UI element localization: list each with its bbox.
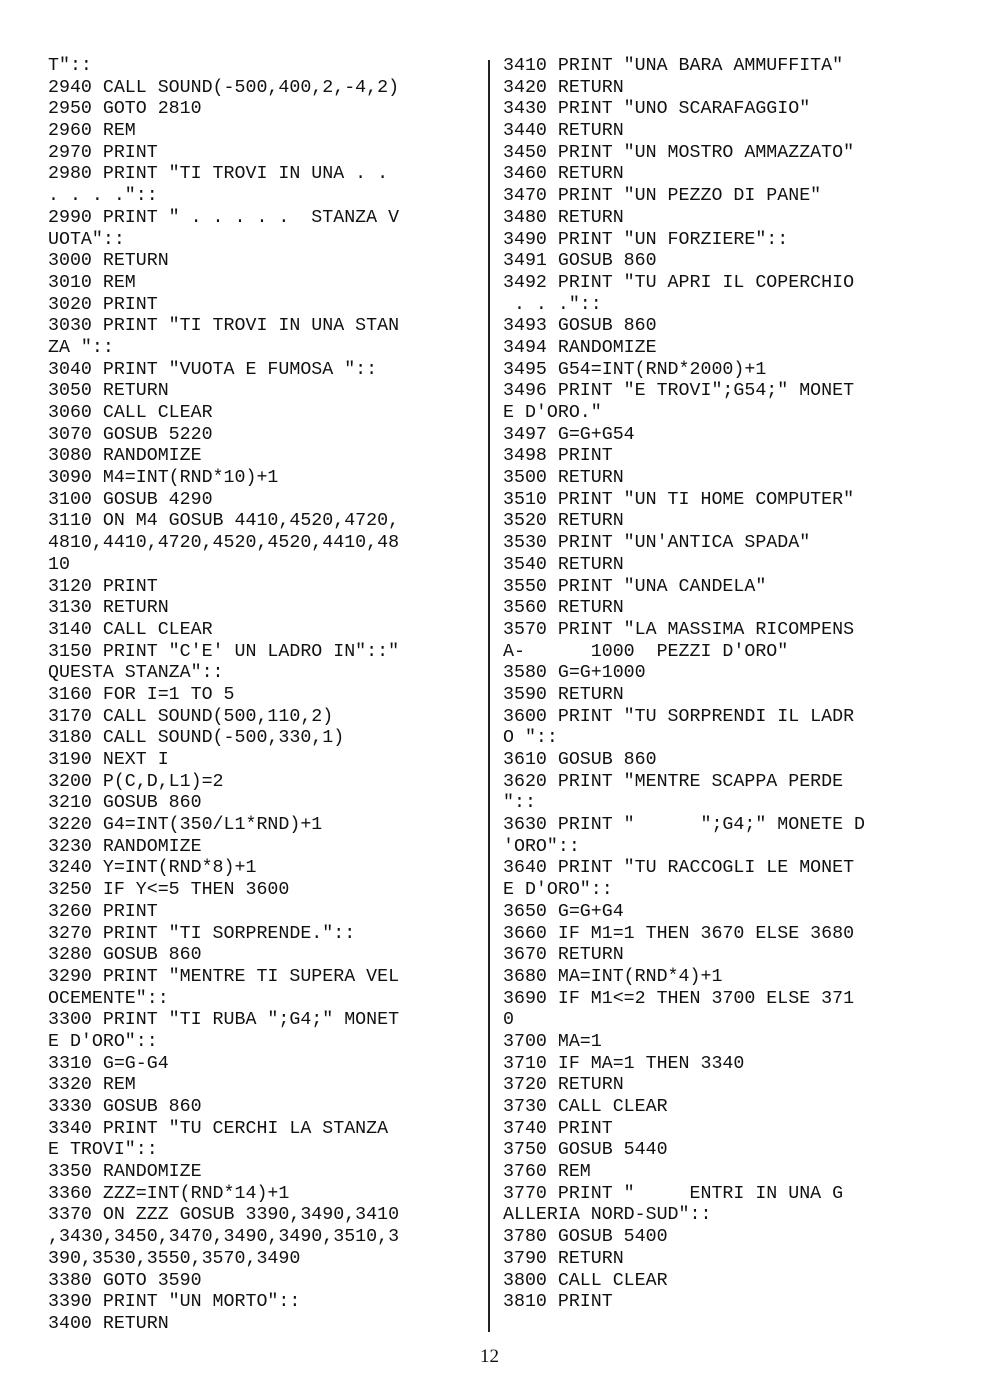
code-line: 3730 CALL CLEAR	[503, 1097, 668, 1117]
code-line: 3350 RANDOMIZE	[48, 1162, 202, 1183]
code-line: 3210 GOSUB 860	[48, 793, 202, 814]
code-line: 3670 RETURN	[503, 945, 624, 966]
code-line: ZA "::	[48, 337, 114, 358]
code-line: 3497 G=G+G54	[503, 424, 635, 445]
code-line: 3540 RETURN	[503, 554, 624, 575]
code-line: 2960 REM	[48, 121, 136, 142]
code-line: 3740 PRINT	[503, 1118, 613, 1139]
code-line: 3070 GOSUB 5220	[48, 424, 213, 445]
code-line: 3760 REM	[503, 1162, 591, 1183]
code-line: 3260 PRINT	[48, 901, 158, 922]
code-line: 3010 REM	[48, 272, 136, 293]
code-line: 3770 PRINT " ENTRI IN UNA G	[503, 1183, 844, 1204]
code-line: 3470 PRINT "UN PEZZO DI PANE"	[503, 186, 822, 207]
code-line: 3690 IF M1<=2 THEN 3700 ELSE 371	[503, 988, 855, 1009]
code-line: 3650 G=G+G4	[503, 901, 624, 922]
code-line: QUESTA STANZA"::	[48, 663, 224, 684]
code-line: 3700 MA=1	[503, 1031, 602, 1052]
code-line: 390,3530,3550,3570,3490	[48, 1248, 301, 1269]
code-line: 3800 CALL CLEAR	[503, 1270, 668, 1291]
code-line: 3200 P(C,D,L1)=2	[48, 771, 224, 792]
code-line: 3330 GOSUB 860	[48, 1097, 202, 1117]
code-line: 3680 MA=INT(RND*4)+1	[503, 966, 723, 987]
code-line: 3492 PRINT "TU APRI IL COPERCHIO	[503, 272, 855, 293]
code-line: 3150 PRINT "C'E' UN LADRO IN"::"	[48, 641, 400, 662]
code-line: UOTA"::	[48, 229, 125, 250]
code-line: 3000 RETURN	[48, 251, 169, 272]
code-line: 2980 PRINT "TI TROVI IN UNA . .	[48, 164, 389, 185]
code-line: 3500 RETURN	[503, 468, 624, 489]
code-line: T"::	[48, 56, 92, 76]
code-line: 3640 PRINT "TU RACCOGLI LE MONET	[503, 858, 855, 879]
code-line: 3590 RETURN	[503, 684, 624, 705]
code-line: O "::	[503, 728, 558, 749]
code-line: 2970 PRINT	[48, 142, 158, 163]
code-line: 3340 PRINT "TU CERCHI LA STANZA	[48, 1118, 389, 1139]
code-line: 3620 PRINT "MENTRE SCAPPA PERDE	[503, 771, 844, 792]
code-line: 3250 IF Y<=5 THEN 3600	[48, 880, 290, 901]
code-line: 3790 RETURN	[503, 1248, 624, 1269]
code-line: 3100 GOSUB 4290	[48, 489, 213, 510]
code-line: 3180 CALL SOUND(-500,330,1)	[48, 728, 345, 749]
code-line: 3710 IF MA=1 THEN 3340	[503, 1053, 745, 1074]
code-line: 3240 Y=INT(RND*8)+1	[48, 858, 257, 879]
code-line: E TROVI"::	[48, 1140, 158, 1161]
code-line: 3190 NEXT I	[48, 750, 169, 770]
code-line: 3560 RETURN	[503, 598, 624, 619]
code-line: ALLERIA NORD-SUD"::	[503, 1205, 712, 1226]
code-line: 3600 PRINT "TU SORPRENDI IL LADR	[503, 706, 855, 727]
code-line: 3495 G54=INT(RND*2000)+1	[503, 359, 767, 380]
code-line: 3130 RETURN	[48, 598, 169, 619]
code-line: E D'ORO"::	[503, 880, 613, 901]
code-line: 3380 GOTO 3590	[48, 1270, 202, 1291]
code-line: 3480 RETURN	[503, 207, 624, 228]
code-line: 3080 RANDOMIZE	[48, 446, 202, 467]
code-line: 3370 ON ZZZ GOSUB 3390,3490,3410	[48, 1205, 400, 1226]
code-line: 0	[503, 1010, 514, 1031]
code-line: E D'ORO"::	[48, 1031, 158, 1052]
code-line: 3290 PRINT "MENTRE TI SUPERA VEL	[48, 966, 400, 987]
code-line: 2950 GOTO 2810	[48, 99, 202, 120]
code-line: 3550 PRINT "UNA CANDELA"	[503, 576, 767, 597]
code-line: 3230 RANDOMIZE	[48, 836, 202, 857]
code-listing-left-column	[48, 56, 478, 1336]
code-line: 2940 CALL SOUND(-500,400,2,-4,2)	[48, 77, 400, 98]
code-line: 3050 RETURN	[48, 381, 169, 402]
code-line: 3220 G4=INT(350/L1*RND)+1	[48, 815, 323, 836]
code-line: 3020 PRINT	[48, 294, 158, 315]
code-line: . . . ."::	[48, 186, 158, 207]
code-line: 3660 IF M1=1 THEN 3670 ELSE 3680	[503, 923, 855, 944]
code-line: 3580 G=G+1000	[503, 663, 646, 684]
code-line: 10	[48, 554, 70, 575]
code-line: 3510 PRINT "UN TI HOME COMPUTER"	[503, 489, 855, 510]
code-line: 3280 GOSUB 860	[48, 945, 202, 966]
code-line: 'ORO"::	[503, 836, 580, 857]
code-line: 3440 RETURN	[503, 121, 624, 142]
code-line: 3810 PRINT	[503, 1292, 613, 1313]
code-line: ,3430,3450,3470,3490,3490,3510,3	[48, 1227, 400, 1248]
code-line: 3300 PRINT "TI RUBA ";G4;" MONET	[48, 1010, 400, 1031]
code-line: 3496 PRINT "E TROVI";G54;" MONET	[503, 381, 855, 402]
code-listing-right-column	[503, 56, 943, 1314]
code-line: 3320 REM	[48, 1075, 136, 1096]
code-line: E D'ORO."	[503, 403, 602, 423]
code-line: 3060 CALL CLEAR	[48, 403, 213, 423]
code-line: 3491 GOSUB 860	[503, 251, 657, 272]
code-line: 3110 ON M4 GOSUB 4410,4520,4720,	[48, 511, 400, 532]
code-line: 3040 PRINT "VUOTA E FUMOSA "::	[48, 359, 378, 380]
code-line: 3494 RANDOMIZE	[503, 337, 657, 358]
code-line: 3570 PRINT "LA MASSIMA RICOMPENS	[503, 619, 855, 640]
column-divider	[488, 60, 490, 1332]
code-line: 2990 PRINT " . . . . . STANZA V	[48, 207, 400, 228]
code-line: "::	[503, 793, 536, 814]
code-line: 3720 RETURN	[503, 1075, 624, 1096]
code-line: 3140 CALL CLEAR	[48, 619, 213, 640]
code-line: 3030 PRINT "TI TROVI IN UNA STAN	[48, 316, 400, 337]
code-line: 3160 FOR I=1 TO 5	[48, 684, 235, 705]
code-line: 3170 CALL SOUND(500,110,2)	[48, 706, 334, 727]
code-line: 3530 PRINT "UN'ANTICA SPADA"	[503, 533, 811, 554]
code-line: . . ."::	[503, 294, 602, 315]
code-line: 3493 GOSUB 860	[503, 316, 657, 337]
code-line: 3390 PRINT "UN MORTO"::	[48, 1292, 301, 1313]
code-line: 3630 PRINT " ";G4;" MONETE D	[503, 815, 866, 836]
code-line: 3750 GOSUB 5440	[503, 1140, 668, 1161]
code-line: 3460 RETURN	[503, 164, 624, 185]
page-number: 12	[480, 1346, 499, 1367]
code-line: 3490 PRINT "UN FORZIERE"::	[503, 229, 789, 250]
code-line: 3360 ZZZ=INT(RND*14)+1	[48, 1183, 290, 1204]
code-line: 3120 PRINT	[48, 576, 158, 597]
code-line: 3498 PRINT	[503, 446, 613, 467]
code-line: 3780 GOSUB 5400	[503, 1227, 668, 1248]
code-line: 3610 GOSUB 860	[503, 750, 657, 770]
code-line: 3520 RETURN	[503, 511, 624, 532]
code-line: OCEMENTE"::	[48, 988, 169, 1009]
code-line: 4810,4410,4720,4520,4520,4410,48	[48, 533, 400, 554]
code-line: 3400 RETURN	[48, 1313, 169, 1334]
code-line: A- 1000 PEZZI D'ORO"	[503, 641, 789, 662]
code-line: 3420 RETURN	[503, 77, 624, 98]
code-line: 3450 PRINT "UN MOSTRO AMMAZZATO"	[503, 142, 855, 163]
code-line: 3430 PRINT "UNO SCARAFAGGIO"	[503, 99, 811, 120]
code-line: 3310 G=G-G4	[48, 1053, 169, 1074]
code-line: 3410 PRINT "UNA BARA AMMUFFITA"	[503, 56, 844, 76]
code-line: 3270 PRINT "TI SORPRENDE."::	[48, 923, 356, 944]
code-line: 3090 M4=INT(RND*10)+1	[48, 468, 279, 489]
